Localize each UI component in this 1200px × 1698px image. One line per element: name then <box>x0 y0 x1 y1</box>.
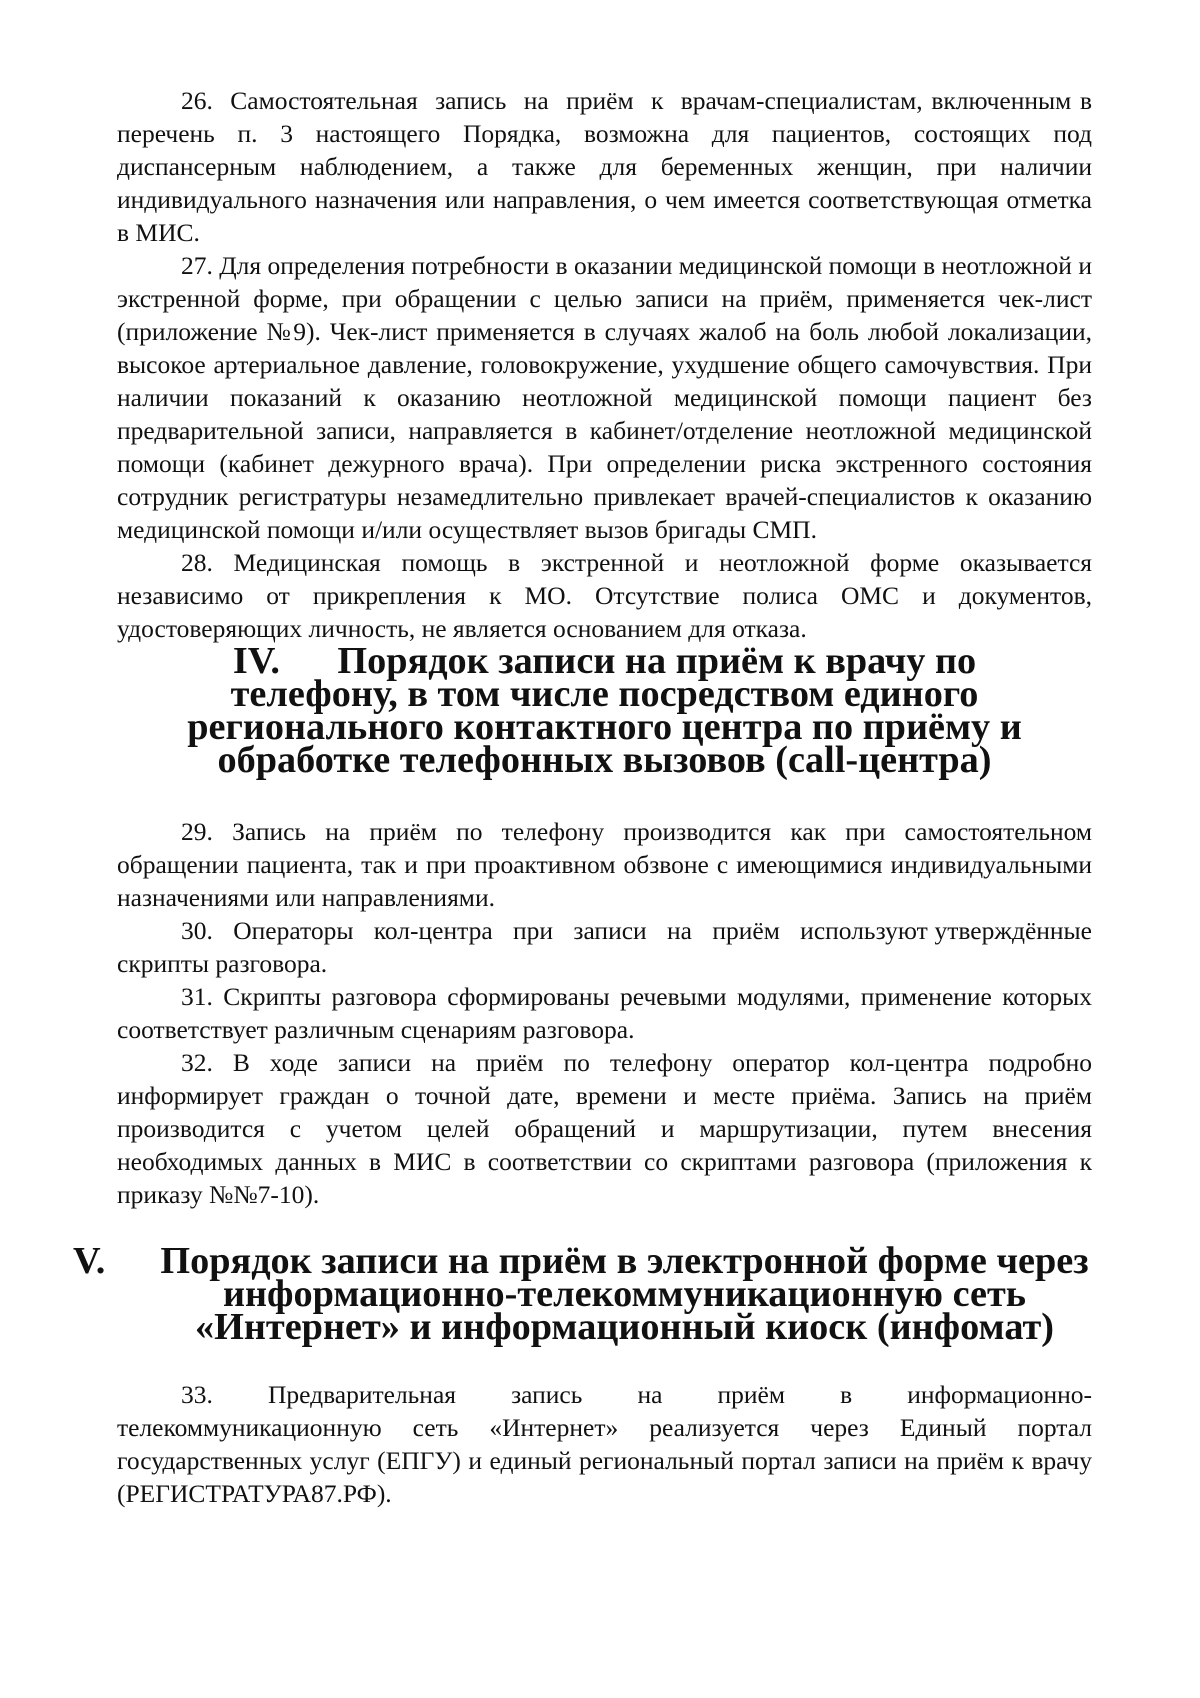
section-title-iv: Порядок записи на приём к врачу по телефону, в том числе посредством единого регионального контактного центра по приёму и обработке телефонных вызовов (call-центра) <box>187 640 1022 781</box>
paragraph-33: 33. Предварительная запись на приём в информационно-телекоммуникационную сеть «Интернет» реализуется через Единый портал государственных услуг (ЕПГУ) и единый региональный портал записи на приём к врачу (РЕГИСТРАТУРА87.РФ). <box>117 1380 1092 1508</box>
section-number-v: V. <box>73 1240 106 1282</box>
paragraph-27: 27. Для определения потребности в оказании медицинской помощи в неотложной и экстренной форме, при обращении с целью записи на приём, применяется чек-лист (приложение №9). Чек-лист применяется в случаях жалоб на боль любой локализации, высокое артериальное давление, головокружение, ухудшение общего самочувствия. При наличии показаний к оказанию неотложной медицинской помощи пациент без предварительной записи, направляется в кабинет/отделение неотложной медицинской помощи (кабинет дежурного врача). При определении риска экстренного состояния сотрудник регистратуры незамедлительно привлекает врачей-специалистов к оказанию медицинской помощи и/или осуществляет вызов бригады СМП. <box>117 251 1092 544</box>
spacer <box>117 1344 1092 1378</box>
section-title-v: Порядок записи на приём в электронной форме через информационно-телекоммуникационную сеть «Интернет» и информационный киоск (инфомат) <box>160 1240 1089 1348</box>
spacer <box>117 777 1092 815</box>
section-heading-v <box>73 1240 1092 1348</box>
paragraph-32: 32. В ходе записи на приём по телефону оператор кол-центра подробно информирует граждан о точной дате, времени и месте приёма. Запись на приём производится с учетом целей обращений и маршрутизации, путем внесения необходимых данных в МИС в соответствии со скриптами разговора (приложения к приказу №№7-10). <box>117 1048 1092 1209</box>
paragraph-29: 29. Запись на приём по телефону производится как при самостоятельном обращении пациента, так и при проактивном обзвоне с имеющимися индивидуальными назначениями или направлениями. <box>117 817 1092 912</box>
paragraph-30: 30. Операторы кол-центра при записи на приём используют утверждённые скрипты разговора. <box>117 916 1092 978</box>
paragraph-26: 26. Самостоятельная запись на приём к врачам-специалистам, включенным в перечень п. 3 настоящего Порядка, возможна для пациентов, состоящих под диспансерным наблюдением, а также для беременных женщин, при наличии индивидуального назначения или направления, о чем имеется соответствующая отметка в МИС. <box>117 86 1092 247</box>
section-number-iv: IV. <box>232 640 280 682</box>
paragraph-31: 31. Скрипты разговора сформированы речевыми модулями, применение которых соответствует различным сценариям разговора. <box>117 982 1092 1044</box>
section-heading-iv <box>117 640 1092 781</box>
paragraph-28: 28. Медицинская помощь в экстренной и неотложной форме оказывается независимо от прикрепления к МО. Отсутствие полиса ОМС и документов, удостоверяющих личность, не является основанием для отказа. <box>117 548 1092 643</box>
